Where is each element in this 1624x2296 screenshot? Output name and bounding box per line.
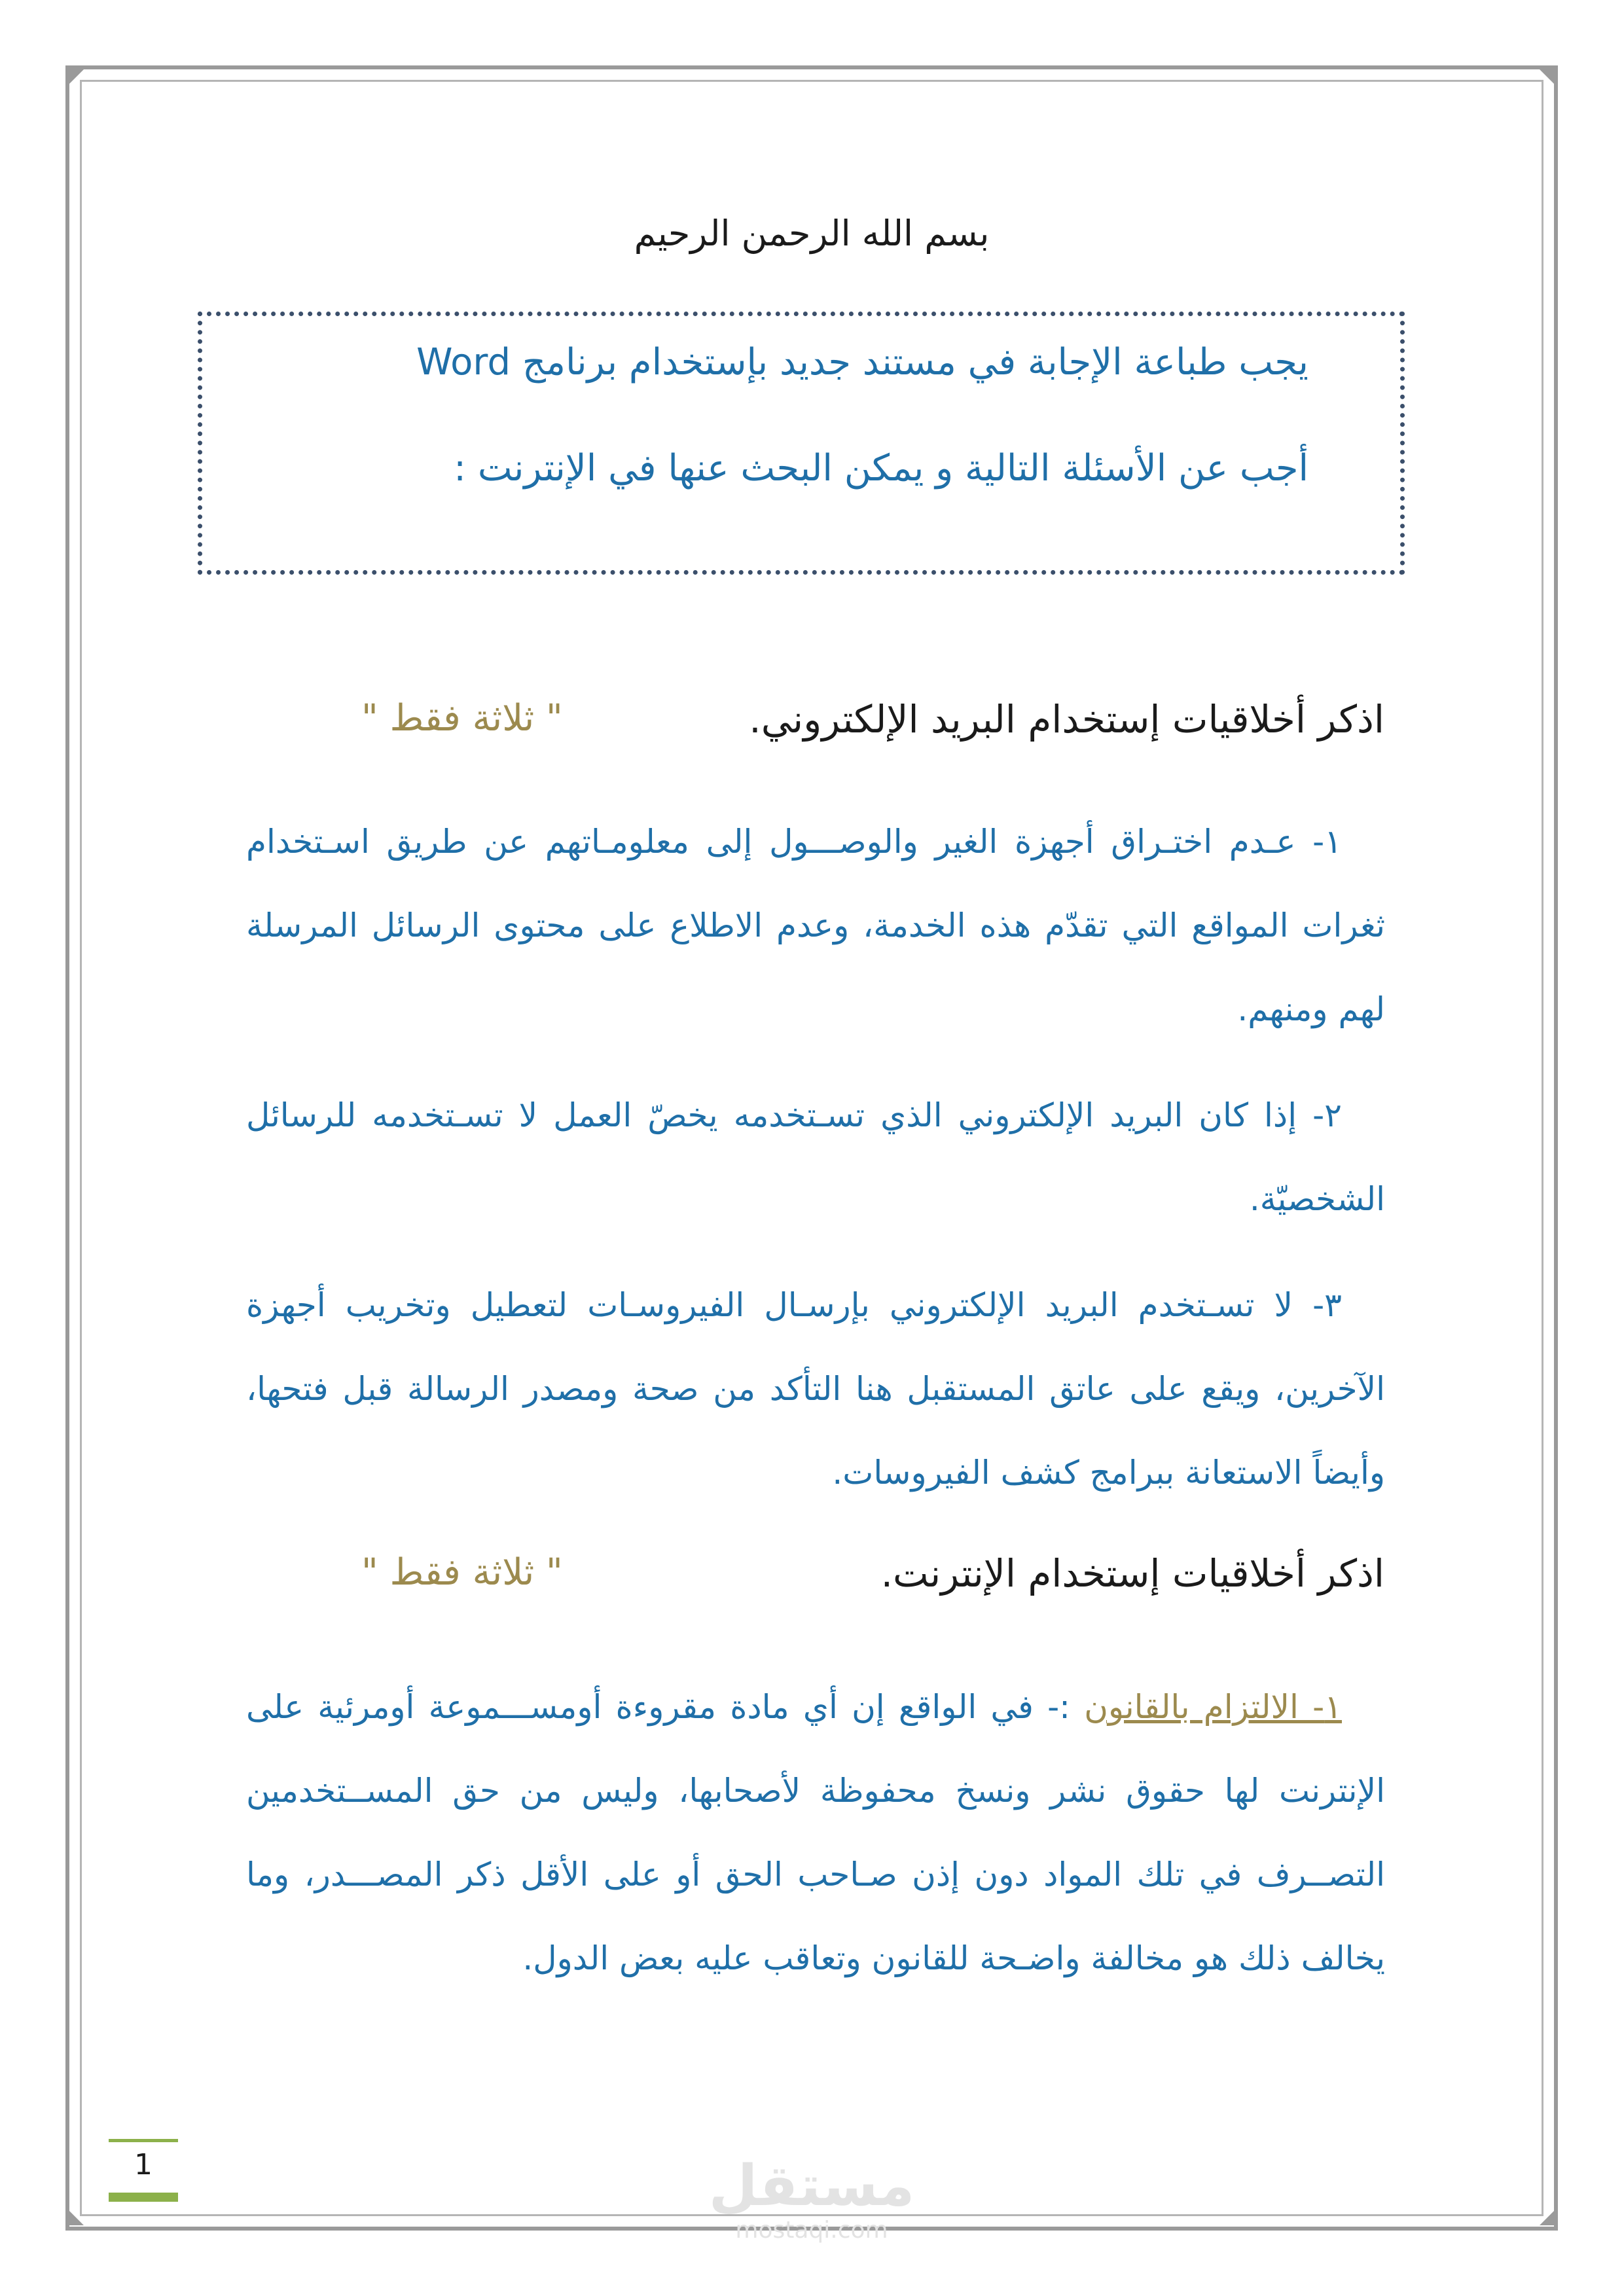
- email-answer-1: [246, 800, 1385, 1051]
- question-email-note: " ثلاثة فقط ": [361, 697, 563, 740]
- instruction-line-answer: أجب عن الأسئلة التالية و يمكن البحث عنها في الإنترنت :: [454, 447, 1308, 490]
- email-answer-2: [246, 1073, 1385, 1241]
- question-internet-ethics: اذكر أخلاقيات إستخدام الإنترنت.: [880, 1551, 1384, 1596]
- question-email-ethics: اذكر أخلاقيات إستخدام البريد الإلكتروني.: [749, 697, 1384, 742]
- internet-answer-1: [246, 1665, 1385, 2000]
- instruction-line-word: يجب طباعة الإجابة في مستند جديد بإستخدام برنامج Word: [416, 341, 1308, 384]
- email-answer-3: [246, 1263, 1385, 1515]
- email-answer-2-text: ٢- إذا كان البريد الإلكتروني الذي تسـتخدمه يخصّ العمل لا تسـتخدمه للرسائل الشخصيّة.: [246, 1096, 1385, 1218]
- border-corner-top-left: [69, 69, 84, 84]
- border-corner-bottom-right: [1540, 2211, 1554, 2225]
- email-answer-3-text: ٣- لا تسـتخدم البريد الإلكتروني بإرسـال الفيروسـات لتعطيل وتخريب أجهزة الآخرين، ويقع على عاتق المستقبل هنا التأكد من صحة ومصدر الرسالة قبل فتحها، وأيضاً الاستعانة ببرامج كشف الفيروسات.: [246, 1286, 1385, 1492]
- border-corner-bottom-left: [69, 2211, 84, 2225]
- question-internet-note: " ثلاثة فقط ": [361, 1551, 563, 1594]
- watermark-arabic: مستقل: [708, 2153, 915, 2219]
- internet-answer-1-body: :- في الواقع إن أي مادة مقروءة أومســـموعة أومرئية على الإنترنت لها حقوق نشر ونسخ محفوظة لأصحابها، وليس من حق المســتخدمين التصــرف في تلك المواد دون إذن صـاحب الحق أو على الأقل ذكر المصـــدر، وما يخالف ذلك هو مخالفة واضـحة للقانون وتعاقب عليه بعض الدول.: [246, 1688, 1385, 1977]
- watermark-latin: mostaqi.com: [735, 2217, 888, 2244]
- page-number-box: [109, 2139, 178, 2202]
- internet-answer-1-title: ١- الالتزام بالقانون: [1084, 1688, 1342, 1726]
- page-number: 1: [134, 2148, 153, 2181]
- instructions-box: [198, 312, 1405, 575]
- email-answer-1-text: ١- عـدم اختـراق أجهزة الغير والوصـــول إلى معلومـاتهم عن طريق اسـتخدام ثغرات المواقع التي تقدّم هذه الخدمة، وعدم الاطلاع على محتوى الرسائل المرسلة لهم ومنهم.: [246, 823, 1385, 1028]
- basmala-heading: بسم الله الرحمن الرحيم: [634, 213, 990, 254]
- border-corner-top-right: [1540, 69, 1554, 84]
